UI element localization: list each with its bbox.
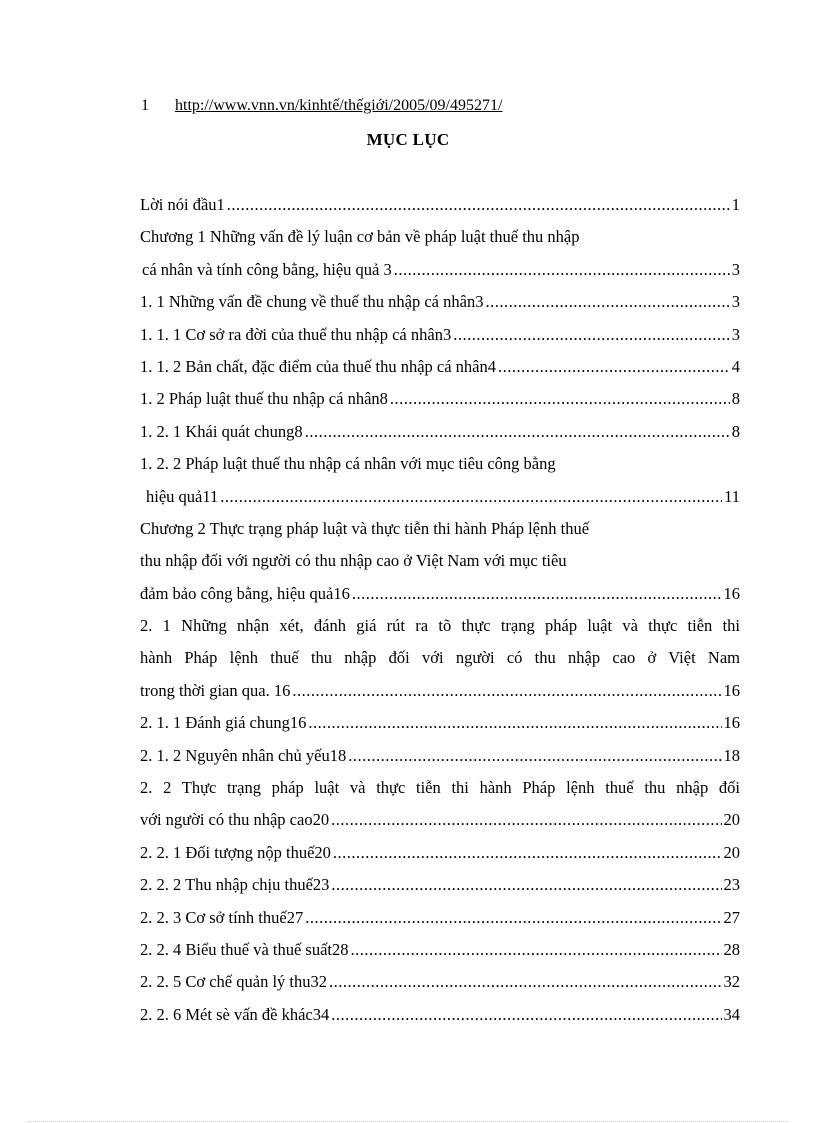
toc-leader bbox=[498, 357, 730, 377]
toc-entry-text: cá nhân và tính công bằng, hiệu quả 3 bbox=[142, 259, 392, 279]
page-title: MỤC LỤC bbox=[366, 130, 450, 149]
toc-page-number: 1 bbox=[731, 195, 740, 214]
toc-entry[interactable] bbox=[140, 1005, 740, 1037]
toc-entry-text: 2. 2. 1 Đối tượng nộp thuế20 bbox=[140, 842, 331, 862]
toc-leader bbox=[308, 713, 721, 733]
toc-entry-text: hành Pháp lệnh thuế thu nhập đối với người có thu nhập cao ở Việt Nam bbox=[140, 648, 740, 668]
toc-leader bbox=[331, 810, 721, 830]
toc-entry-text: 2. 1 Những nhận xét, đánh giá rút ra tõ thực trạng pháp luật và thực tiễn thi bbox=[140, 616, 740, 636]
toc-leader bbox=[390, 389, 730, 409]
toc-page-number: 11 bbox=[724, 486, 740, 506]
toc-entry[interactable] bbox=[140, 260, 740, 292]
toc-entry-text: 1. 1. 1 Cơ sở ra đời của thuế thu nhập cá nhân3 bbox=[140, 324, 452, 344]
toc-leader bbox=[220, 487, 722, 507]
toc-entry[interactable] bbox=[140, 325, 740, 357]
toc-page-number: 8 bbox=[731, 389, 740, 409]
table-of-contents bbox=[140, 195, 740, 1037]
toc-entry-text: 2. 2. 3 Cơ sở tính thuế27 bbox=[140, 907, 304, 927]
footnote-number: 1 bbox=[141, 97, 149, 114]
toc-page-number: 28 bbox=[723, 939, 740, 959]
toc-leader bbox=[292, 681, 721, 701]
toc-entry[interactable] bbox=[140, 487, 740, 519]
toc-entry[interactable] bbox=[140, 422, 740, 454]
toc-entry-text: 2. 2. 5 Cơ chế quản lý thu32 bbox=[140, 972, 327, 992]
toc-entry[interactable] bbox=[140, 681, 740, 713]
toc-page-number: 32 bbox=[723, 972, 740, 992]
toc-leader bbox=[352, 584, 722, 604]
page-bottom-divider bbox=[28, 1121, 788, 1122]
toc-leader bbox=[485, 292, 729, 312]
toc-page-number: 8 bbox=[731, 421, 740, 441]
toc-entry[interactable] bbox=[140, 875, 740, 907]
toc-page-number: 4 bbox=[731, 356, 740, 376]
toc-entry-text: đảm bảo công bằng, hiệu quả16 bbox=[140, 583, 350, 603]
toc-page-number: 3 bbox=[731, 292, 740, 312]
toc-entry-text: 2. 2 Thực trạng pháp luật và thực tiễn thi hành Pháp lệnh thuế thu nhập đối bbox=[140, 778, 740, 798]
toc-leader bbox=[227, 195, 730, 215]
toc-page-number: 16 bbox=[723, 713, 740, 733]
footnote-url-link[interactable]: http://www.vnn.vn/kinhtế/thếgiới/2005/09/495271/ bbox=[175, 97, 503, 114]
toc-leader bbox=[331, 1005, 721, 1025]
toc-leader bbox=[453, 325, 730, 345]
toc-entry-text: 1. 2. 2 Pháp luật thuế thu nhập cá nhân với mục tiêu công bằng bbox=[140, 454, 556, 474]
toc-entry-text: 2. 1. 1 Đánh giá chung16 bbox=[140, 713, 307, 733]
toc-page-number: 27 bbox=[723, 907, 740, 927]
toc-page-number: 20 bbox=[723, 810, 740, 830]
toc-leader bbox=[394, 260, 730, 280]
toc-entry-text: trong thời gian qua. 16 bbox=[140, 680, 291, 700]
toc-entry[interactable] bbox=[140, 357, 740, 389]
toc-entry-text: 1. 1 Những vấn đề chung về thuế thu nhập cá nhân3 bbox=[140, 292, 484, 312]
toc-leader bbox=[348, 746, 721, 766]
toc-entry[interactable] bbox=[140, 195, 740, 227]
toc-entry[interactable] bbox=[140, 713, 740, 745]
toc-entry-text: Lời nói đầu1 bbox=[140, 195, 225, 214]
toc-leader bbox=[333, 843, 722, 863]
toc-leader bbox=[351, 940, 722, 960]
toc-leader bbox=[331, 875, 721, 895]
toc-page-number: 16 bbox=[723, 583, 740, 603]
toc-entry bbox=[140, 551, 740, 583]
toc-entry bbox=[140, 454, 740, 486]
toc-page-number: 23 bbox=[723, 875, 740, 895]
toc-entry bbox=[140, 778, 740, 810]
toc-entry-text: Chương 1 Những vấn đề lý luận cơ bản về pháp luật thuế thu nhập bbox=[140, 227, 580, 247]
toc-entry[interactable] bbox=[140, 810, 740, 842]
toc-entry bbox=[140, 648, 740, 680]
toc-entry[interactable] bbox=[140, 843, 740, 875]
toc-page-number: 20 bbox=[723, 842, 740, 862]
toc-entry-text: 2. 2. 6 Mét sè vấn đề khác34 bbox=[140, 1004, 330, 1024]
toc-entry-text: 2. 1. 2 Nguyên nhân chủ yếu18 bbox=[140, 745, 347, 765]
toc-leader bbox=[305, 908, 721, 928]
toc-entry-text: Chương 2 Thực trạng pháp luật và thực tiễn thi hành Pháp lệnh thuế bbox=[140, 518, 590, 538]
toc-entry-text: 1. 1. 2 Bản chất, đặc điểm của thuế thu nhập cá nhân4 bbox=[140, 356, 497, 376]
toc-page-number: 3 bbox=[731, 259, 740, 279]
toc-entry[interactable] bbox=[140, 940, 740, 972]
toc-entry bbox=[140, 227, 740, 259]
toc-page-number: 18 bbox=[723, 745, 740, 765]
toc-page-number: 16 bbox=[723, 680, 740, 700]
toc-entry-text: 2. 2. 4 Biểu thuế và thuế suất28 bbox=[140, 939, 349, 959]
toc-leader bbox=[329, 972, 722, 992]
toc-leader bbox=[305, 422, 730, 442]
toc-entry-text: hiệu quả11 bbox=[146, 486, 219, 506]
toc-entry-text: 1. 2. 1 Khái quát chung8 bbox=[140, 421, 303, 441]
toc-entry-text: 1. 2 Pháp luật thuế thu nhập cá nhân8 bbox=[140, 389, 388, 409]
toc-entry[interactable] bbox=[140, 389, 740, 421]
toc-entry[interactable] bbox=[140, 972, 740, 1004]
toc-page-number: 34 bbox=[723, 1004, 740, 1024]
toc-entry bbox=[140, 519, 740, 551]
toc-entry-text: với người có thu nhập cao20 bbox=[140, 810, 330, 830]
toc-entry[interactable] bbox=[140, 584, 740, 616]
toc-page-number: 3 bbox=[731, 324, 740, 344]
toc-entry[interactable] bbox=[140, 746, 740, 778]
toc-entry[interactable] bbox=[140, 908, 740, 940]
footnote bbox=[141, 97, 520, 115]
toc-entry-text: thu nhập đối với người có thu nhập cao ở Việt Nam với mục tiêu bbox=[140, 551, 567, 571]
toc-entry bbox=[140, 616, 740, 648]
toc-entry-text: 2. 2. 2 Thu nhập chịu thuế23 bbox=[140, 875, 330, 895]
toc-entry[interactable] bbox=[140, 292, 740, 324]
